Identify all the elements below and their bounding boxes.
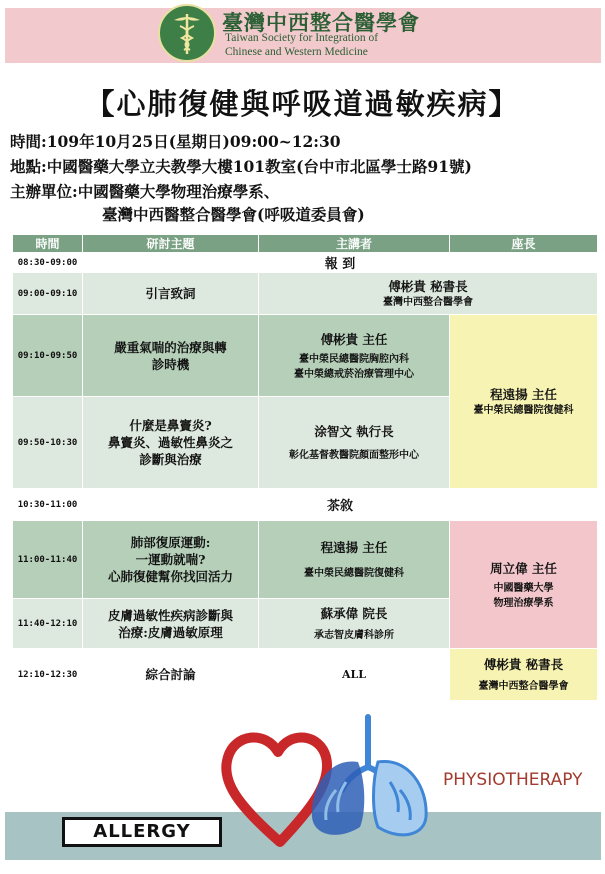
topic-line: 診時機 (151, 356, 190, 372)
event-organizer: 主辦單位:中國醫藥大學物理治療學系、 (10, 182, 280, 201)
event-organizer-line2: 臺灣中西醫整合醫學會(呼吸道委員會) (102, 205, 365, 224)
row-speaker-cell (259, 315, 450, 397)
row-topic (83, 397, 259, 489)
table-header-row (13, 235, 598, 253)
table-row (13, 253, 598, 273)
row-time: 09:10-09:50 (13, 315, 83, 397)
moderator-cell-2 (450, 521, 598, 649)
topic-line: 皮膚過敏性疾病診斷與 (107, 607, 233, 623)
org-name-en-line1: Taiwan Society for Integration of (225, 32, 379, 44)
moderator-affiliation: 物理治療學系 (493, 597, 554, 609)
org-name-zh: 臺灣中西整合醫學會 (222, 10, 420, 35)
moderator-cell-3 (450, 649, 598, 701)
heart-lungs-illustration (220, 712, 450, 847)
topic-line: 嚴重氣喘的治療與轉 (114, 339, 227, 355)
speaker-affiliation: 彰化基督教醫院顏面整形中心 (289, 450, 419, 461)
table-row (13, 489, 598, 521)
row-topic: 綜合討論 (83, 649, 259, 701)
speaker-name: 傅彬貴 秘書長 (388, 279, 468, 294)
row-time: 12:10-12:30 (13, 649, 83, 701)
moderator-affiliation: 臺灣中西整合醫學會 (478, 681, 569, 692)
row-time: 08:30-09:00 (13, 253, 83, 273)
speaker-affiliation: 臺灣中西整合醫學會 (383, 297, 473, 308)
topic-line: 鼻竇炎、過敏性鼻炎之 (107, 435, 233, 450)
moderator-name: 傅彬貴 秘書長 (483, 657, 564, 672)
topic-line: 治療:皮膚過敏原理 (118, 624, 223, 640)
topic-line: 肺部復原運動: (130, 535, 211, 550)
col-header-moderator: 座長 (450, 235, 598, 253)
table-row (13, 315, 598, 397)
moderator-cell-1 (450, 315, 598, 489)
row-topic: 引言致詞 (83, 273, 259, 315)
topic-line: 一運動就喘? (135, 552, 206, 567)
topic-line: 心肺復健幫你找回活力 (107, 569, 233, 584)
speaker-name: 傅彬貴 主任 (320, 331, 388, 347)
topic-line: 診斷與治療 (139, 452, 202, 467)
schedule-table (12, 234, 598, 701)
col-header-topic: 研討主題 (83, 235, 259, 253)
speaker-name: 程遠揚 主任 (320, 540, 388, 555)
row-time: 11:00-11:40 (13, 521, 83, 599)
speaker-affiliation: 臺中榮總戒菸治療管理中心 (294, 368, 414, 380)
topic-line: 什麼是鼻竇炎? (129, 418, 212, 433)
registration-label: 報 到 (83, 253, 598, 273)
speaker-name: 涂智文 執行長 (314, 424, 394, 439)
society-logo (158, 4, 216, 62)
row-topic (83, 315, 259, 397)
row-speaker: ALL (259, 649, 450, 701)
row-speaker-cell (259, 273, 598, 315)
row-time: 09:50-10:30 (13, 397, 83, 489)
tea-break-label: 茶敘 (83, 489, 598, 521)
speaker-affiliation: 臺中榮民總醫院復健科 (304, 568, 404, 579)
event-time: 時間:109年10月25日(星期日)09:00~12:30 (10, 132, 341, 151)
moderator-name: 周立偉 主任 (490, 560, 557, 576)
speaker-affiliation: 承志智皮膚科診所 (314, 630, 394, 641)
col-header-speaker: 主講者 (259, 235, 450, 253)
row-topic (83, 521, 259, 599)
row-speaker-cell (259, 599, 450, 649)
lungs-icon (312, 717, 426, 835)
moderator-affiliation: 臺中榮民總醫院復健科 (473, 405, 574, 416)
moderator-name: 程遠揚 主任 (490, 387, 557, 402)
table-row (13, 649, 598, 701)
moderator-affiliation: 中國醫藥大學 (493, 582, 554, 594)
speaker-affiliation: 臺中榮民總醫院胸腔內科 (299, 353, 409, 365)
speaker-name: 蘇承偉 院長 (320, 606, 388, 621)
heart-icon (226, 737, 327, 842)
row-speaker-cell (259, 521, 450, 599)
event-location: 地點:中國醫藥大學立夫教學大樓101教室(台中市北區學士路91號) (10, 157, 472, 176)
row-speaker-cell (259, 397, 450, 489)
table-row (13, 521, 598, 599)
allergy-label: ALLERGY (62, 817, 222, 847)
physiotherapy-label: PHYSIOTHERAPY (443, 770, 583, 790)
caduceus-icon (160, 6, 214, 60)
page-title: 【心肺復健與呼吸道過敏疾病】 (85, 87, 520, 121)
row-time: 11:40-12:10 (13, 599, 83, 649)
row-time: 10:30-11:00 (13, 489, 83, 521)
table-row (13, 273, 598, 315)
col-header-time: 時間 (13, 235, 83, 253)
org-name-en-line2: Chinese and Western Medicine (225, 46, 368, 58)
row-time: 09:00-09:10 (13, 273, 83, 315)
row-topic (83, 599, 259, 649)
